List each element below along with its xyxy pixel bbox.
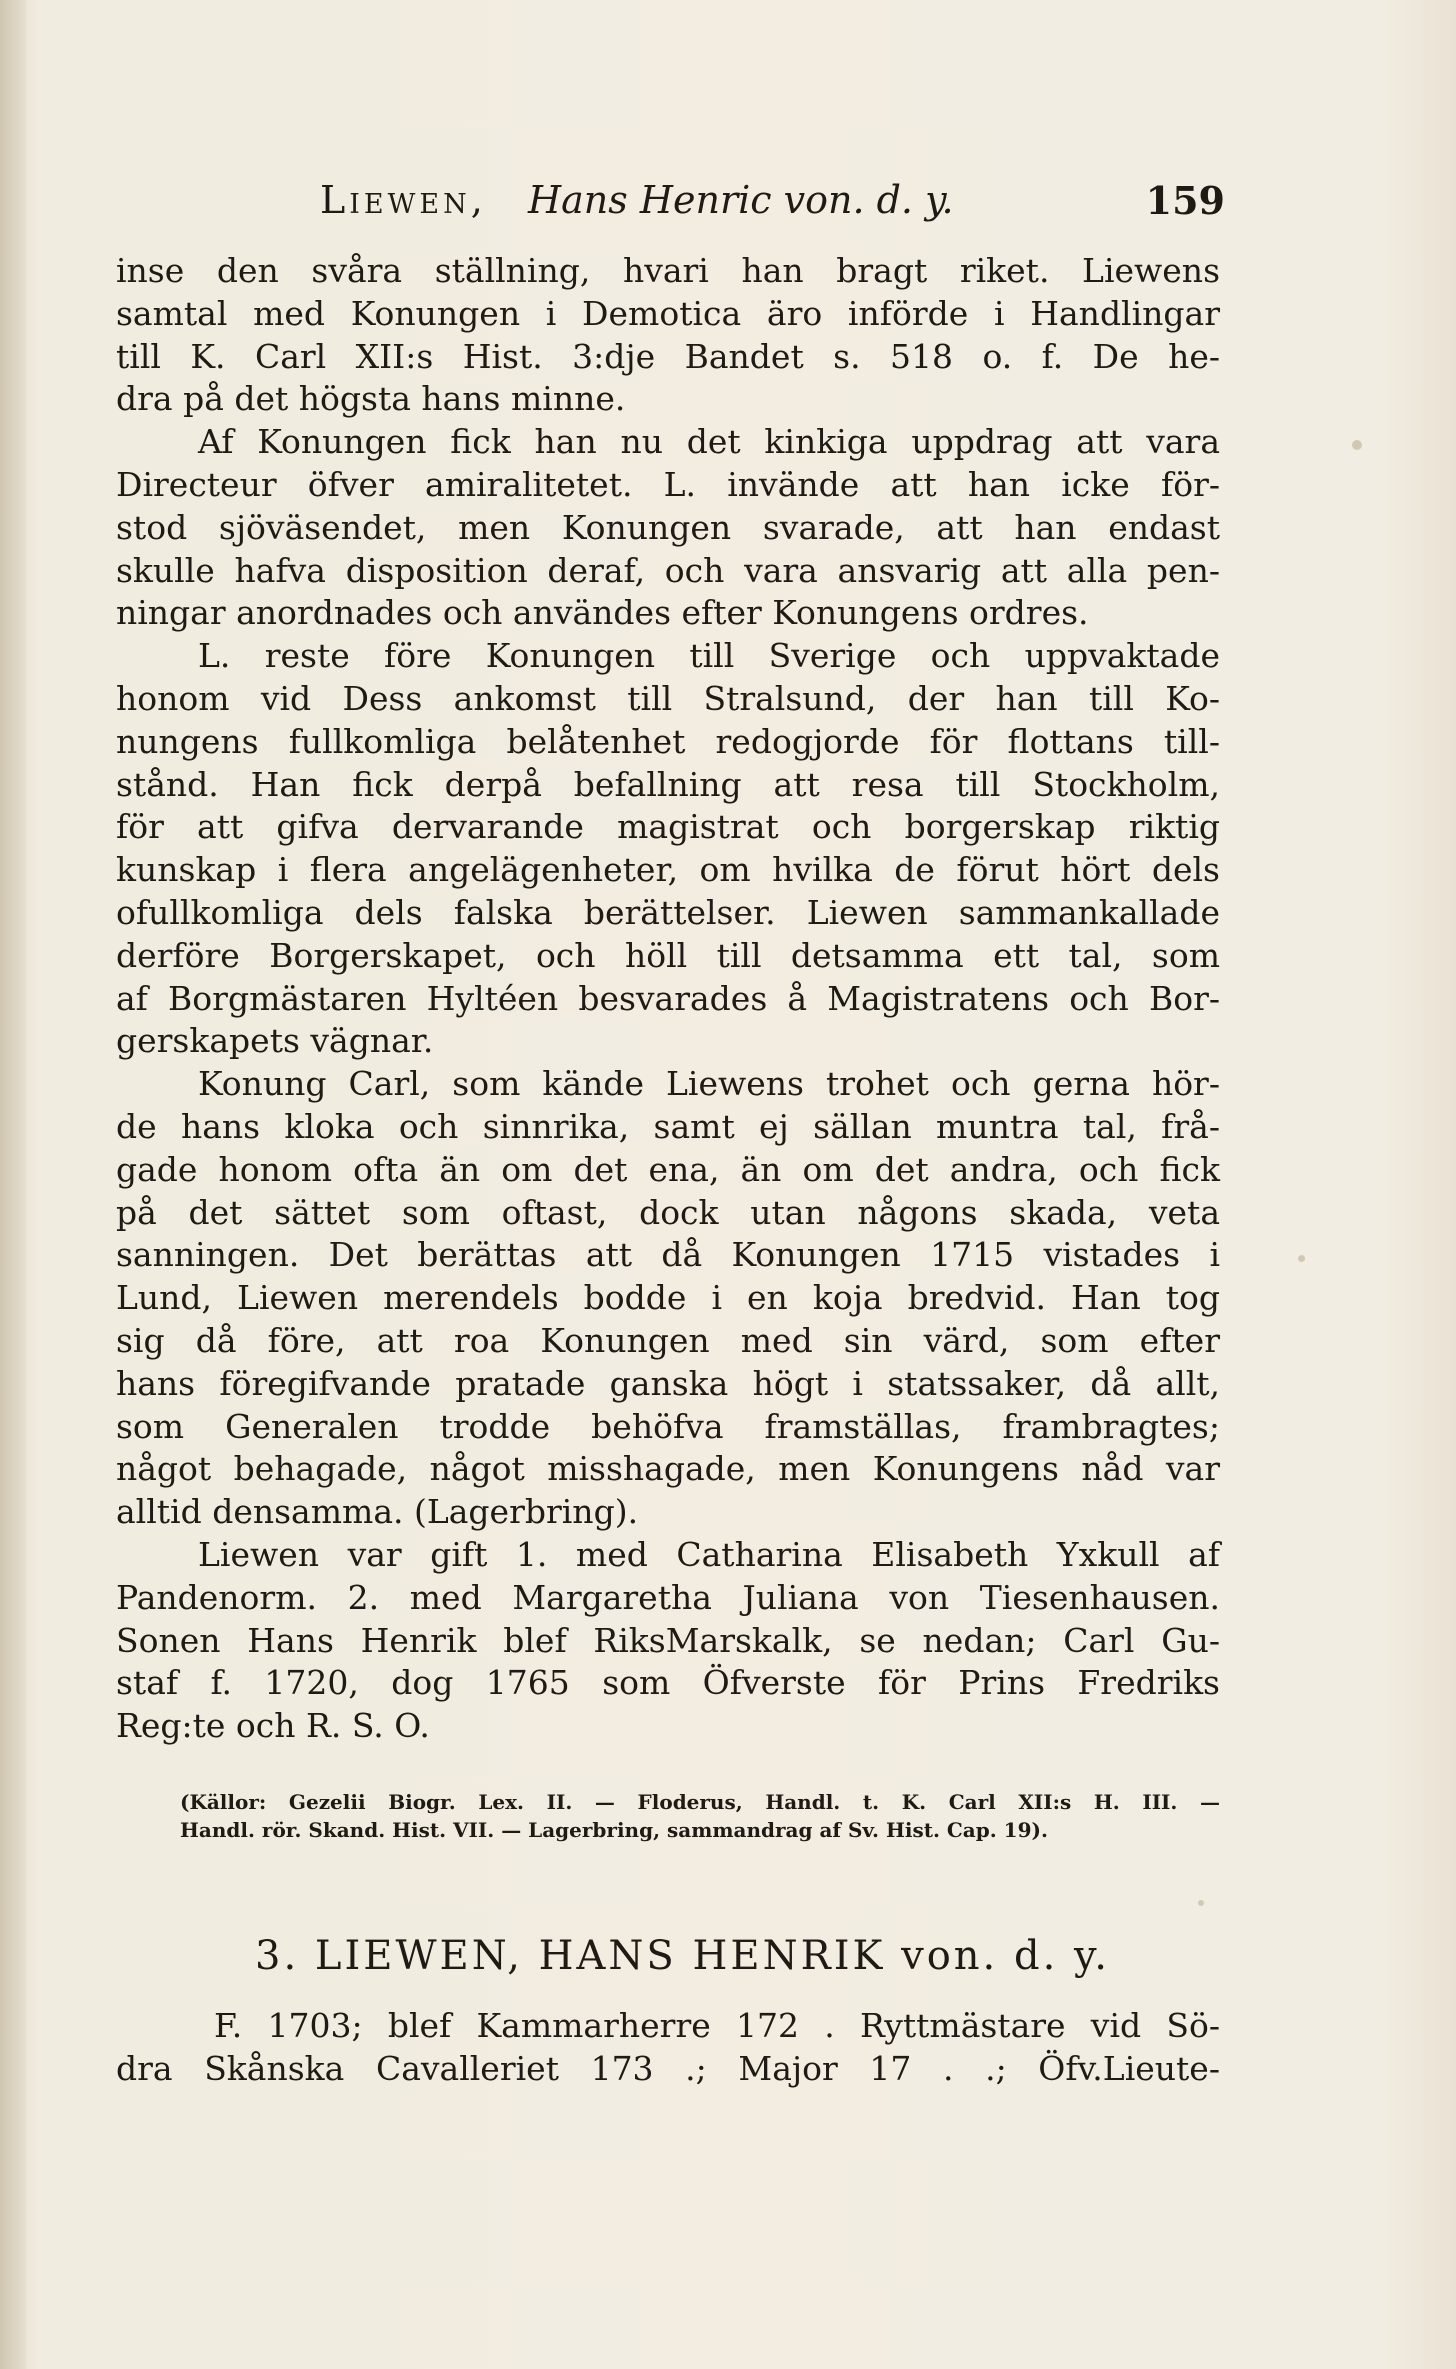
text-line: honom vid Dess ankomst till Stralsund, der han till Ko- — [116, 678, 1220, 718]
text-line: de hans kloka och sinnrika, samt ej sällan muntra tal, frå- — [116, 1106, 1220, 1146]
text-line: hans föregifvande pratade ganska högt i statssaker, då allt, — [116, 1363, 1220, 1403]
text-line: F. 1703; blef Kammarherre 172 . Ryttmästare vid Sö- — [214, 2006, 1220, 2045]
text-line: alltid densamma. (Lagerbring). — [116, 1492, 639, 1532]
text-line: stod sjöväsendet, men Konungen svarade, att han endast — [116, 507, 1220, 547]
text-line: dra Skånska Cavalleriet 173 .; Major 17 . .; Öfv.Lieute- — [116, 2048, 1220, 2088]
sources-line: (Källor: Gezelii Biogr. Lex. II. — Floderus, Handl. t. K. Carl XII:s H. III. — — [180, 1790, 1220, 1814]
text-line: ofullkomliga dels falska berättelser. Liewen sammankallade — [116, 892, 1220, 932]
page-number: 159 — [1145, 178, 1225, 223]
text-line: skulle hafva disposition deraf, och vara ansvarig att alla pen- — [116, 550, 1220, 590]
text-line: Pandenorm. 2. med Margaretha Juliana von Tiesenhausen. — [116, 1577, 1220, 1617]
ink-spot — [1298, 1255, 1305, 1262]
text-line: sig då före, att roa Konungen med sin värd, som efter — [116, 1320, 1220, 1360]
text-line: gerskapets vägnar. — [116, 1021, 434, 1061]
text-line: inse den svåra ställning, hvari han bragt riket. Liewens — [116, 251, 1220, 290]
text-line: något behagade, något misshagade, men Konungens nåd var — [116, 1449, 1220, 1489]
text-line: samtal med Konungen i Demotica äro införde i Handlingar — [116, 293, 1220, 333]
text-line: till K. Carl XII:s Hist. 3:dje Bandet s. 518 o. f. De he- — [116, 336, 1220, 376]
header-title: Hans Henric von. d. y. — [528, 178, 954, 222]
page-spine-shadow — [0, 0, 26, 2369]
text-line: gade honom ofta än om det ena, än om det andra, och fick — [116, 1149, 1220, 1189]
text-line: derföre Borgerskapet, och höll till detsamma ett tal, som — [116, 935, 1220, 975]
header-name: Liewen, — [320, 178, 487, 222]
text-line: Liewen var gift 1. med Catharina Elisabeth Yxkull af — [198, 1534, 1220, 1574]
text-line: af Borgmästaren Hyltéen besvarades å Magistratens och Bor- — [116, 978, 1220, 1018]
main-text — [116, 250, 1220, 1748]
sources-note — [180, 1788, 1220, 1844]
text-line: Af Konungen fick han nu det kinkiga uppdrag att vara — [198, 422, 1220, 462]
text-line: Lund, Liewen merendels bodde i en koja bredvid. Han tog — [116, 1278, 1220, 1318]
running-header — [320, 170, 1225, 230]
text-line: Konung Carl, som kände Liewens trohet och gerna hör- — [198, 1064, 1220, 1104]
text-line: på det sättet som oftast, dock utan någons skada, veta — [116, 1192, 1220, 1232]
text-line: L. reste före Konungen till Sverige och uppvaktade — [198, 636, 1220, 676]
text-line: kunskap i flera angelägenheter, om hvilka de förut hört dels — [116, 850, 1220, 890]
text-line: för att gifva dervarande magistrat och borgerskap riktig — [116, 807, 1220, 847]
text-line: staf f. 1720, dog 1765 som Öfverste för Prins Fredriks — [116, 1663, 1220, 1703]
text-line: nungens fullkomliga belåtenhet redogjorde för flottans till- — [116, 721, 1220, 761]
text-line: stånd. Han fick derpå befallning att resa till Stockholm, — [116, 764, 1220, 804]
text-line: Reg:te och R. S. O. — [116, 1706, 430, 1746]
text-line: sanningen. Det berättas att då Konungen 1715 vistades i — [116, 1235, 1220, 1275]
ink-spot — [1352, 440, 1362, 450]
text-line: dra på det högsta hans minne. — [116, 379, 626, 419]
text-line: som Generalen trodde behöfva framställas, frambragtes; — [116, 1406, 1220, 1446]
ink-spot — [1198, 1900, 1204, 1906]
section-heading: 3. LIEWEN, HANS HENRIK von. d. y. — [255, 1933, 1111, 1979]
section-text — [116, 2005, 1220, 2091]
text-line: Sonen Hans Henrik blef RiksMarskalk, se nedan; Carl Gu- — [116, 1620, 1220, 1660]
sources-line: Handl. rör. Skand. Hist. VII. — Lagerbring, sammandrag af Sv. Hist. Cap. 19). — [180, 1818, 1048, 1842]
text-line: ningar anordnades och användes efter Konungens ordres. — [116, 593, 1089, 633]
text-line: Directeur öfver amiralitetet. L. invände att han icke för- — [116, 464, 1220, 504]
